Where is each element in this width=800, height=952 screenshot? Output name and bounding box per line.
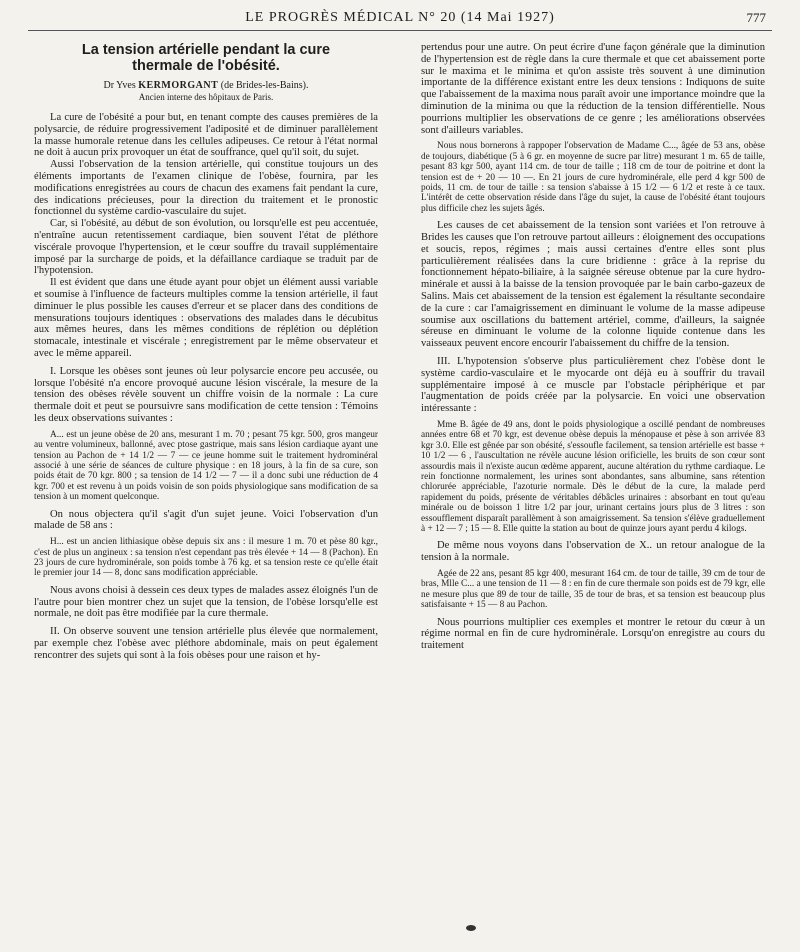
left-column — [34, 42, 378, 662]
issue-info: N° 20 (14 Mai 1927) — [418, 10, 555, 25]
paragraph: On nous objectera qu'il s'agit d'un sujet jeune. Voici l'observation d'un malade de 58 ans : — [34, 508, 378, 532]
header-rule — [28, 30, 772, 31]
paragraph: Car, si l'obésité, au début de son évolution, ou lorsqu'elle est peu accentuée, n'entraîne aucun retentissement cardiaque, bien souvent l'état de pléthore viscérale provoque l'hypertension, et le cœur souffre du travail supplémentaire imposé par la surcharge de poids, et la défaillance cardiaque se traduit par de l'hypotension. — [34, 218, 378, 277]
right-column — [421, 42, 765, 652]
article-title-line-2: thermale de l'obésité. — [132, 58, 280, 74]
case-observation-mlle-c: Agée de 22 ans, pesant 85 kgr 400, mesurant 164 cm. de tour de taille, 39 cm de tour de bras, Mlle C... a une tension de 11 — 8 : en fin de cure thermale son poids est de 79 kgr, elle ne mesure plus que 89 de tour de taille, 35 de tour de bras, et sa tension est beaucoup plus satisfaisante + 15 — 8 au Pachon. — [421, 569, 765, 611]
section-ii: II. On observe souvent une tension artérielle plus élevée que normalement, par exemple chez l'obèse avec pléthore abdominale, mais on peut également rencontrer des sujets qui sont à la fois obèses pour une raison et hy- — [34, 626, 378, 661]
page-number: 777 — [746, 10, 766, 25]
case-observation-h: H... est un ancien lithiasique obèse depuis six ans : il mesure 1 m. 70 et pèse 80 kgr., c'est de plus un angineux : sa tension n'est cependant pas très élevée + 14 — 8 (Pachon). En 23 jours de cure hydrominérale, son poids tombe à 76 kg. et sa tension reste ce qu'elle était le premier jour 14 — 8, donc sans modification appréciable. — [34, 537, 378, 579]
author-place: (de Brides-les-Bains). — [220, 80, 309, 91]
author-name: KERMORGANT — [138, 80, 219, 91]
paragraph-continued: pertendus pour une autre. On peut écrire d'une façon générale que la diminution de l'hypertension est de règle dans la cure thermale et que cet abaissement porte sur le maxima et le minima et qu'on assiste très souvent à une diminution importante de la différence existant entre les deux tensions : Indiquons de suite que l'abaissement de la maxima nous paraît avoir une importance moindre que la diminution de la minima ou que la réduction de la tension différentielle. Nous pourrions multiplier les observations de ce genre ; les améliorations observées sont d'ailleurs variables. — [421, 42, 765, 136]
article-title-line-1: La tension artérielle pendant la cure — [81, 42, 331, 58]
author-prefix: Dr Yves — [103, 80, 136, 91]
header-center — [0, 10, 800, 26]
ink-blot — [466, 925, 476, 931]
paragraph-intro: La cure de l'obésité a pour but, en tenant compte des causes premières de la polysarcie, de réduire progressivement l'adiposité et de diminuer parallèlement la masse humorale retenue dans les cellules adipeuses. Ce retour à l'état normal ne doit à aucun prix provoquer un état de souffrance, quel qu'il soit, du sujet. — [34, 112, 378, 159]
author-affiliation: Ancien interne des hôpitaux de Paris. — [138, 92, 274, 102]
case-observation-madame-c: Nous nous bornerons à rappoper l'observation de Madame C..., âgée de 53 ans, obèse de toujours, diabétique (5 à 6 gr. en moyenne de sucre par litre) mesurant 1 m. 65 de taille, pesant 83 kgr 500, ayant 114 cm. de tour de taille ; 118 cm de tour de poitrine et dont la tension est de + 20 — 10 —. En 21 jours de cure hydrominérale, elle perd 4 kgr 500 de poids, 11 cm. de tour de taille : sa tension s'abaisse à 15 1/2 — 6 1/2 et reste à ce taux. L'intérêt de cette observation réside dans l'âge du sujet, la cause de l'obésité étant toujours plus difficile chez les sujets âgés. — [421, 141, 765, 214]
paragraph: Il est évident que dans une étude ayant pour objet un élément aussi variable et soumise à l'influence de facteurs multiples comme la tension artérielle, il faut diminuer le plus possible les causes d'erreur et se placer dans des conditions de mensurations toujours identiques : observations des malades dans le décubitus aux mêmes heures, dans les mêmes conditions de réplétion ou déplétion stomacale, intestinale et viscérale ; enregistrement par le même observateur et avec le même appareil. — [34, 277, 378, 359]
section-iii: III. L'hypotension s'observe plus particulièrement chez l'obèse dont le système cardio-vasculaire et le myocarde ont déjà eu à souffrir du travail supplémentaire imposé à ce muscle par l'obstacle périphérique et par l'augmentation de poids créée par la polysarcie. En voici une observation intéressante : — [421, 355, 765, 415]
section-i: I. Lorsque les obèses sont jeunes où leur polysarcie encore peu accusée, ou lorsque l'obésité n'a encore provoqué aucune lésion viscérale, la mesure de la tension des obèses révèle souvent un chiffre voisin de la normale : La cure thermale doit et peut se poursuivre sans modification de cette tension : Témoins les deux observations suivantes : — [34, 365, 378, 424]
paragraph: Aussi l'observation de la tension artérielle, qui constitue toujours un des éléments importants de l'examen clinique de l'obèse, fournira, par les modifications enregistrées au cours de chacun des examens fait pendant la cure, des indications précieuses, pour la direction du traitement et le pronostic fonctionnel du système cardio-vasculaire du sujet. — [34, 159, 378, 218]
case-observation-a: A... est un jeune obèse de 20 ans, mesurant 1 m. 70 ; pesant 75 kgr. 500, gros mangeur au ventre volumineux, ballonné, avec ptose gastrique, mais sans lésion cardiaque ayant une tension au Pachon de + 14 1/2 — 7 — ce jeune homme suit le traitement hydrominéral associé à une série de séances de culture physique : en 18 jours, à la fin de sa cure, son poids était de 70 kgr. 800 ; sa tension de 14 1/2 — 7 — il a donc subi une réduction de 4 kgr. 700 et est revenu à un poids voisin de son poids physiologique sans modification de sa tension à un moment quelconque. — [34, 429, 378, 503]
case-observation-mme-b: Mme B. âgée de 49 ans, dont le poids physiologique a oscillé pendant de nombreuses années entre 68 et 70 kgr, est devenue obèse depuis la ménopause et pèse à son arrivée 83 kgr 3.0. Elle est gênée par son obésité, s'essoufle facilement, sa tension artérielle est basse + 10 1/2 — 6 , l'auscultation ne révèle aucune lésion orificielle, les bruits de son cœur sont assourdis mais il n'existe aucun œdème apparent, aucune altération du rythme cardiaque. Le rein fonctionne normalement, les urines sont abondantes, sans albumine, sans rétention chlorurée appréciable, l'azoturie normale. Dès le début de la cure, la malade perd rapidement du poids, présente de véritables débâcles urinaires : absorbant en tout qu'eau minérale ou de boisson 1 litre 1/2 par jour, urinant certains jours plus de 3 litres : son essoufflement disparaît parallèment à son amaigrissement. Sa tension s'élève graduellement à + 12 — 7 ; 15 — 8. Elle quitte la station au bout de quinze jours ayant perdu 4 kilogs. — [421, 419, 765, 535]
paragraph: De même nous voyons dans l'observation de X.. un retour analogue de la tension à la normale. — [421, 540, 765, 564]
paragraph: Les causes de cet abaissement de la tension sont variées et l'on retrouve à Brides les causes que l'on retrouve partout ailleurs : éloignement des occupations et soucis, repos, régimes ; mais aussi certaines d'entre elles sont plus particulièrement réalisées dans la cure bridienne : grâce à la reprise du fonctionnement hépato-biliaire, à la saignée séreuse obtenue par la cure hydro-minérale et aussi à la baisse de la tension provoquée par le bain carbo-gazeux de Salins. Mais cet abaissement de la tension est également la résultante secondaire de la cure : car l'amaigrissement en diminuant le volume de la masse adipeuse soumise aux oscillations du battement artériel, comme, d'ailleurs, la saignée séreuse en diminuant le volume de la colonne liquide contenue dans les vaisseaux peuvent encore encourir l'abaissement du chiffre de la tension. — [421, 220, 765, 350]
paragraph: Nous avons choisi à dessein ces deux types de malades assez éloignés l'un de l'autre pour bien montrer chez un sujet que la tension, de l'obèse lorsqu'elle est normale, ne doit pas être modifiée par la cure thermale. — [34, 584, 378, 620]
journal-name: LE PROGRÈS MÉDICAL — [245, 10, 414, 25]
author-line — [34, 80, 378, 92]
running-header — [0, 8, 800, 30]
paragraph: Nous pourrions multiplier ces exemples et montrer le retour du cœur à un régime normal en fin de cure hydrominérale. Lorsqu'on enregistre au cours du traitement — [421, 616, 765, 652]
